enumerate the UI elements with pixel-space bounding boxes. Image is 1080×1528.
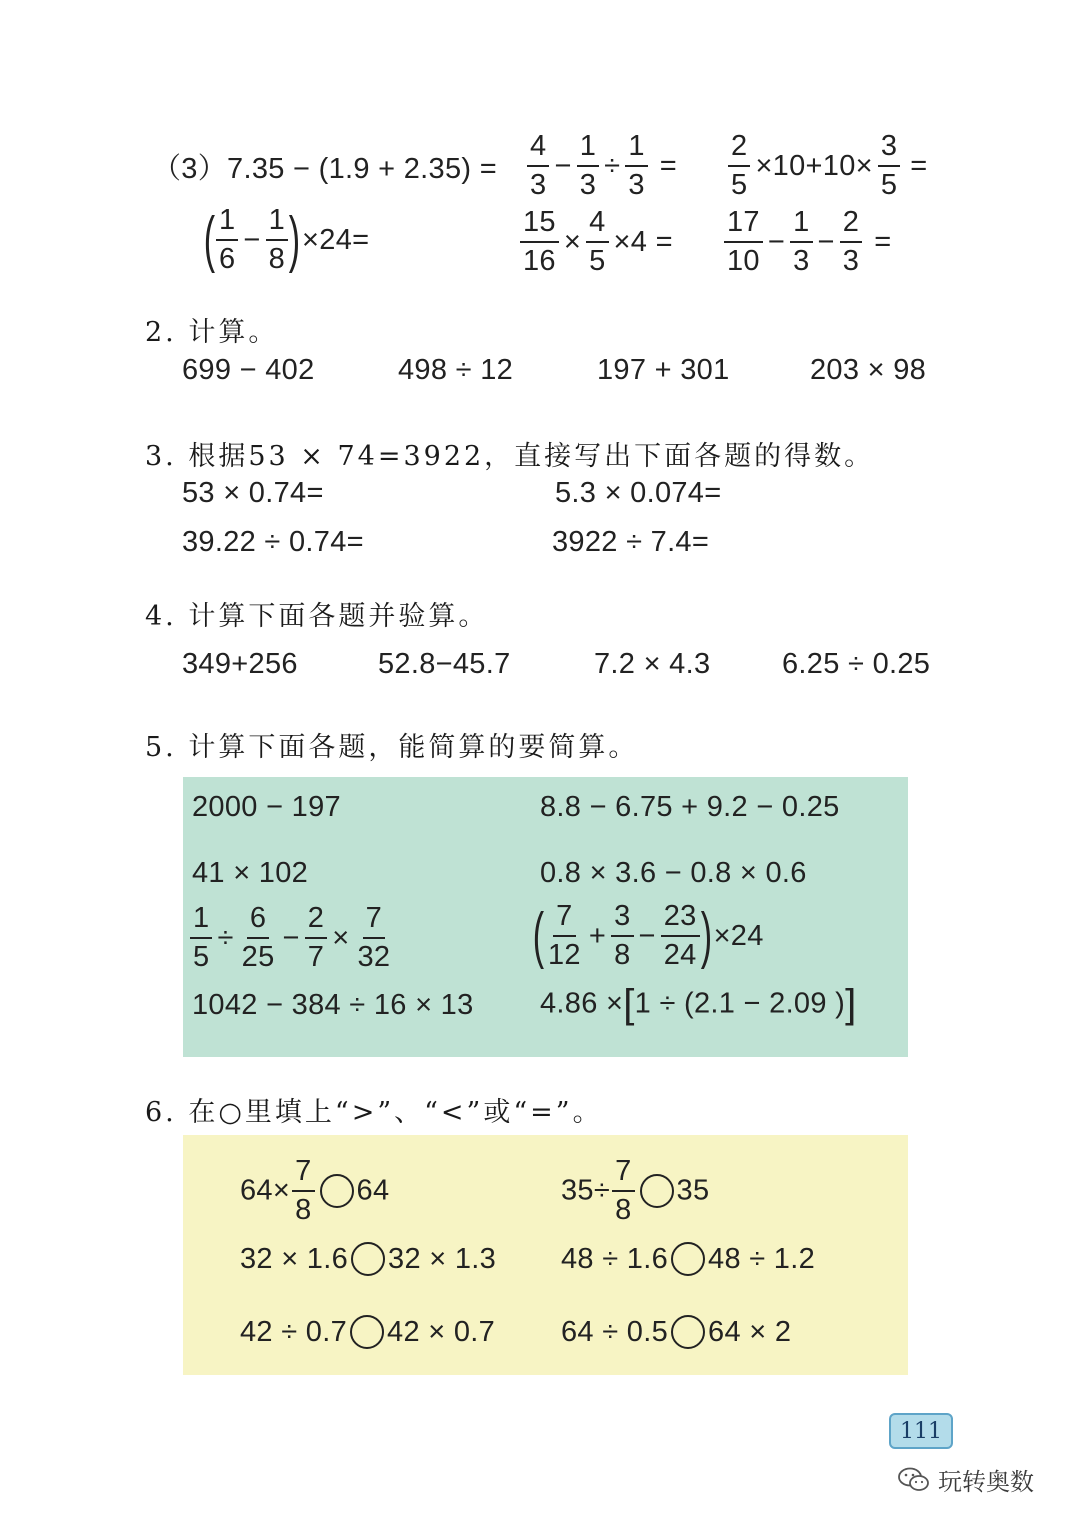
q6-item: 32 × 1.6 32 × 1.3 (240, 1242, 497, 1275)
fraction: $\frac{7}{8}$ (612, 1157, 634, 1225)
fraction: $\frac{3}{5}$ (878, 132, 900, 200)
q4-item: 349+256 (182, 648, 298, 680)
q4-item: 6.25 ÷ 0.25 (782, 648, 931, 680)
q5-item: 4.86 ×[1 ÷ (2.1 − 2.09 )] (540, 982, 857, 1026)
fraction: $\frac{4}{5}$ (586, 208, 608, 276)
q5-item: 41 × 102 (192, 857, 309, 889)
q2-item: 699 − 402 (182, 354, 315, 386)
fraction: $\frac{7}{8}$ (292, 1157, 314, 1225)
answer-circle[interactable] (671, 1315, 705, 1349)
q3-item: 39.22 ÷ 0.74= (182, 526, 364, 558)
answer-circle[interactable] (640, 1174, 674, 1208)
q5-item: 0.8 × 3.6 − 0.8 × 0.6 (540, 857, 807, 889)
fraction: $\frac{7}{12}$ (547, 900, 581, 971)
expr-3-4: ( $\frac{1}{6}$ − $\frac{1}{8}$ )×24= (203, 204, 370, 275)
q2-item: 197 + 301 (597, 354, 730, 386)
fraction: $\frac{1}{6}$ (216, 206, 238, 274)
expr-3-3: $\frac{2}{5}$ ×10+10× $\frac{3}{5}$ = (726, 132, 931, 200)
q3-item: 53 × 0.74= (182, 477, 324, 509)
q2-item: 498 ÷ 12 (398, 354, 514, 386)
q4-item: 52.8−45.7 (378, 648, 511, 680)
q5-item: 2000 − 197 (192, 791, 341, 823)
answer-circle[interactable] (351, 1242, 385, 1276)
fraction: $\frac{1}{3}$ (577, 132, 599, 200)
expr-3-5: $\frac{15}{16}$ × $\frac{4}{5}$ ×4 = (518, 208, 676, 276)
q6-item: 35÷ $\frac{7}{8}$ 35 (561, 1155, 710, 1226)
q3-item: 3922 ÷ 7.4= (552, 526, 710, 558)
q6-item: 64× $\frac{7}{8}$ 64 (240, 1155, 390, 1226)
watermark (898, 1462, 1034, 1497)
fraction: $\frac{23}{24}$ (661, 902, 700, 970)
fraction: $\frac{4}{3}$ (527, 132, 549, 200)
q6-item: 48 ÷ 1.6 48 ÷ 1.2 (561, 1242, 816, 1275)
q6-item: 64 ÷ 0.5 64 × 2 (561, 1315, 792, 1348)
fraction: $\frac{3}{8}$ (611, 902, 633, 970)
fraction: $\frac{1}{3}$ (625, 132, 647, 200)
fraction: $\frac{2}{3}$ (840, 208, 862, 276)
question-2-title: 2. 计算。 (145, 317, 279, 348)
q6-item: 42 ÷ 0.7 42 × 0.7 (240, 1315, 496, 1348)
question-5-title: 5. 计算下面各题，能简算的要简算。 (145, 732, 639, 763)
question-3-title: 3. 根据53 × 74=3922，直接写出下面各题的得数。 (145, 441, 875, 472)
q4-item: 7.2 × 4.3 (594, 648, 711, 680)
answer-circle[interactable] (320, 1174, 354, 1208)
answer-circle[interactable] (350, 1315, 384, 1349)
q3-item: 5.3 × 0.074= (555, 477, 722, 509)
wechat-icon (898, 1467, 930, 1493)
watermark-text: 玩转奥数 (938, 1469, 1034, 1496)
q2-item: 203 × 98 (810, 354, 927, 386)
item-label: （3） (152, 153, 228, 185)
question-4-title: 4. 计算下面各题并验算。 (145, 601, 489, 632)
question-6-title: 6. 在○里填上“>”、“<”或“=”。 (145, 1097, 603, 1128)
q5-item: $\frac{1}{5}$ ÷ $\frac{6}{25}$ − $\frac{2}{7}$ × $\frac{7}{32}$ (188, 904, 395, 972)
fraction: $\frac{1}{3}$ (790, 208, 812, 276)
fraction: $\frac{7}{32}$ (357, 902, 391, 973)
expr-3-1: （3）7.35 − (1.9 + 2.35) = (152, 153, 497, 185)
fraction: $\frac{1}{5}$ (190, 904, 212, 972)
fraction: $\frac{6}{25}$ (241, 902, 275, 973)
expr-3-6: $\frac{17}{10}$ − $\frac{1}{3}$ − $\frac{2}{3}$ = (722, 208, 894, 276)
fraction: $\frac{2}{5}$ (728, 132, 750, 200)
q5-item: 1042 − 384 ÷ 16 × 13 (192, 989, 474, 1021)
expr-3-2: $\frac{4}{3}$ − $\frac{1}{3}$ ÷ $\frac{1}{3}$ = (525, 132, 680, 200)
fraction: $\frac{15}{16}$ (520, 208, 559, 276)
page-number: 111 (889, 1413, 953, 1449)
fraction: $\frac{1}{8}$ (266, 206, 288, 274)
answer-circle[interactable] (671, 1242, 705, 1276)
fraction: $\frac{17}{10}$ (724, 208, 763, 276)
q5-item: 8.8 − 6.75 + 9.2 − 0.25 (540, 791, 840, 823)
fraction: $\frac{2}{7}$ (305, 904, 327, 972)
q5-item: ( $\frac{7}{12}$ + $\frac{3}{8}$ − $\frac{23}{24}$ )×24 (532, 900, 764, 971)
